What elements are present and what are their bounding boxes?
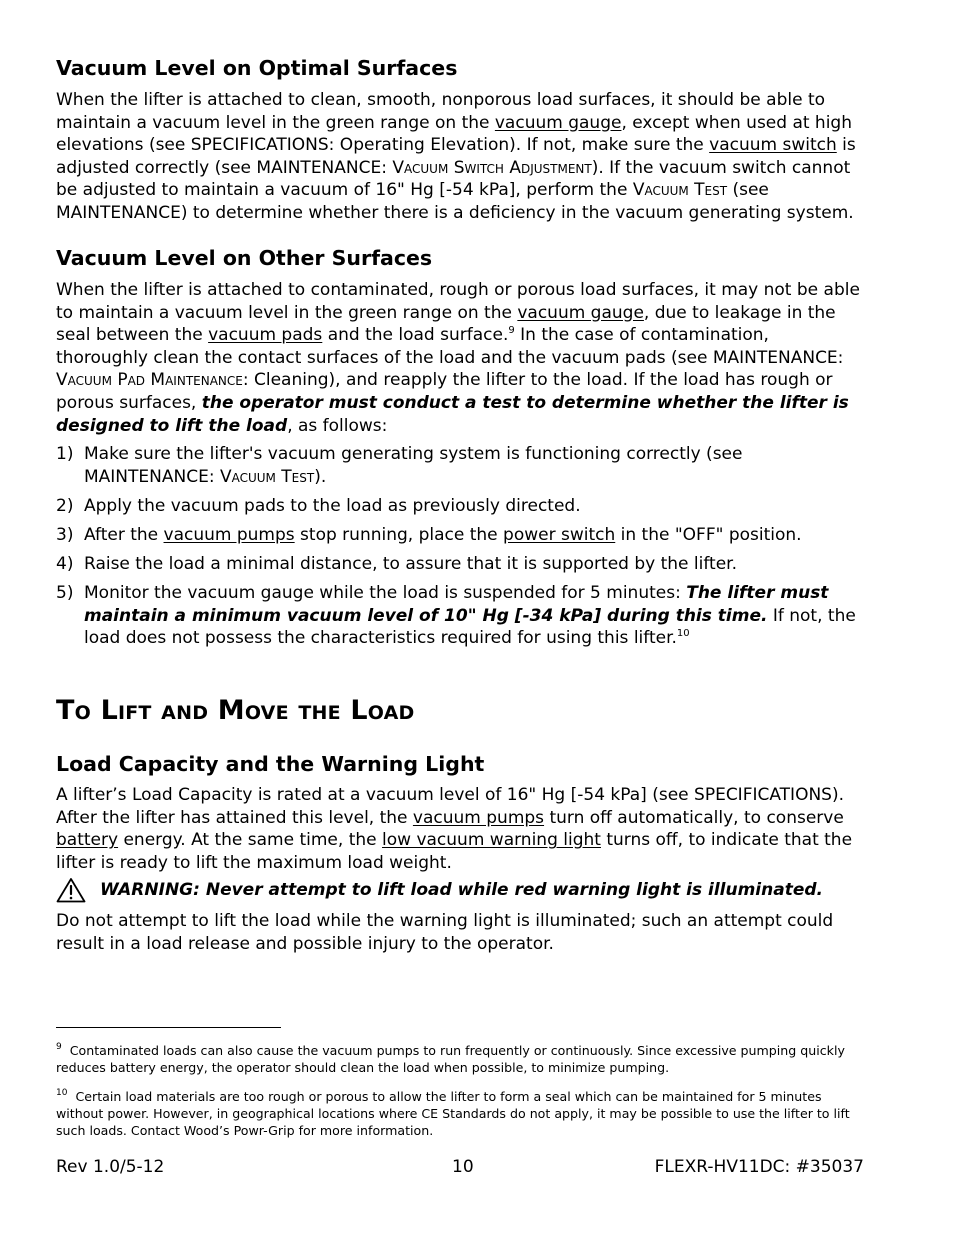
vacuum-gauge-link: vacuum gauge xyxy=(517,302,644,323)
paragraph-warning-details: Do not attempt to lift the load while the warning light is illuminated; such an attempt could result in a load release and possible injury to the operator. xyxy=(56,911,834,954)
warning-line xyxy=(56,877,866,903)
test-steps-list xyxy=(56,443,866,656)
revision-label: Rev 1.0/5-12 xyxy=(56,1157,165,1177)
list-item: 4) Raise the load a minimal distance, to assure that it is supported by the lifter. xyxy=(56,553,738,574)
footnote-ref-10: 10 xyxy=(676,628,690,640)
main-heading-lift-and-move: To Lift and Move the Load xyxy=(56,695,415,726)
footnote-9: $^9$ Contaminated loads can also cause the vacuum pumps to run frequently or continuously. Since excessive pumping quickly reduces battery energy, the operator should clean the load when possible, to minimize pumping. xyxy=(56,1042,845,1075)
warning-triangle-icon xyxy=(56,877,86,903)
list-item: 5) Monitor the vacuum gauge while the load is suspended for 5 minutes: The lifter must maintain a minimum vacuum level of 10" Hg [-34 kPa] during this time. If not, the load does not possess the characteristics required for using this lifter.$^{10}$ xyxy=(56,582,856,649)
section-heading-other-surfaces: Vacuum Level on Other Surfaces xyxy=(56,246,433,270)
vacuum-pumps-link: vacuum pumps xyxy=(163,524,295,545)
battery-link: battery xyxy=(56,830,119,851)
list-item: 3) After the vacuum pumps stop running, place the power switch in the "OFF" position. xyxy=(56,524,802,545)
paragraph-other-surfaces: When the lifter is attached to contaminated, rough or porous load surfaces, it may not be able to maintain a vacuum level in the green range on the vacuum gauge, due to leakage in the seal between the vacuum pads and the load surface.$^9$ In the case of contamination, thoroughly clean the contact surfaces of the load and the vacuum pads (see MAINTENANCE: Vacuum Pad Maintenance: Cleaning), and reapply the lifter to the load. If the load has rough or porous surfaces, the operator must conduct a test to determine whether the lifter is designed to lift the load, as follows: xyxy=(56,280,860,436)
list-item: 2) Apply the vacuum pads to the load as previously directed. xyxy=(56,495,581,516)
footnote-divider xyxy=(56,1027,281,1028)
vacuum-pumps-link: vacuum pumps xyxy=(412,807,545,828)
list-item: 1) Make sure the lifter's vacuum generating system is functioning correctly (see MAINTENANCE: Vacuum Test). xyxy=(56,444,743,487)
model-number: FLEXR-HV11DC: #35037 xyxy=(654,1157,864,1177)
section-heading-optimal-surfaces: Vacuum Level on Optimal Surfaces xyxy=(56,56,458,80)
paragraph-load-capacity: A lifter’s Load Capacity is rated at a vacuum level of 16" Hg [-54 kPa] (see SPECIFICATIONS). After the lifter has attained this level, the vacuum pumps turn off automatically, to conserve battery energy. At the same time, the low vacuum warning light turns off, to indicate that the lifter is ready to lift the maximum load weight. xyxy=(56,785,853,873)
emphasis-operator-test: the operator must conduct a test to determine whether the lifter is designed to lift the load xyxy=(56,392,849,436)
vacuum-gauge-link: vacuum gauge xyxy=(494,112,622,133)
vacuum-switch-link: vacuum switch xyxy=(709,135,837,156)
low-vacuum-warning-light-link: low vacuum warning light xyxy=(382,830,601,851)
paragraph-optimal-surfaces: When the lifter is attached to clean, smooth, nonporous load surfaces, it should be able to maintain a vacuum level in the green range on the vacuum gauge, except when used at high elevations (see SPECIFICATIONS: Operating Elevation). If not, make sure the vacuum switch is adjusted correctly (see MAINTENANCE: Vacuum Switch Adjustment). If the vacuum switch cannot be adjusted to maintain a vacuum of 16" Hg [-54 kPa], perform the Vacuum Test (see MAINTENANCE) to determine whether there is a deficiency in the vacuum generating system. xyxy=(56,90,856,223)
footnote-10: $^{10}$ Certain load materials are too rough or porous to allow the lifter to form a seal which can be maintained for 5 minutes without power. However, in geographical locations where CE Standards do not apply, it may be possible to use the lifter to lift such loads. Contact Wood’s Powr-Grip for more information. xyxy=(56,1088,850,1138)
power-switch-link: power switch xyxy=(503,524,616,545)
warning-text: WARNING: Never attempt to lift load while red warning light is illuminated. xyxy=(100,880,823,900)
section-heading-load-capacity: Load Capacity and the Warning Light xyxy=(56,752,485,776)
vacuum-pads-link: vacuum pads xyxy=(208,325,323,346)
page-footer xyxy=(56,1157,864,1177)
emphasis-minimum-vacuum: The lifter must maintain a minimum vacuum level of 10" Hg [-34 kPa] during this time. xyxy=(84,582,829,626)
footnote-ref-9: 9 xyxy=(508,325,515,337)
page-number: 10 xyxy=(452,1157,474,1177)
